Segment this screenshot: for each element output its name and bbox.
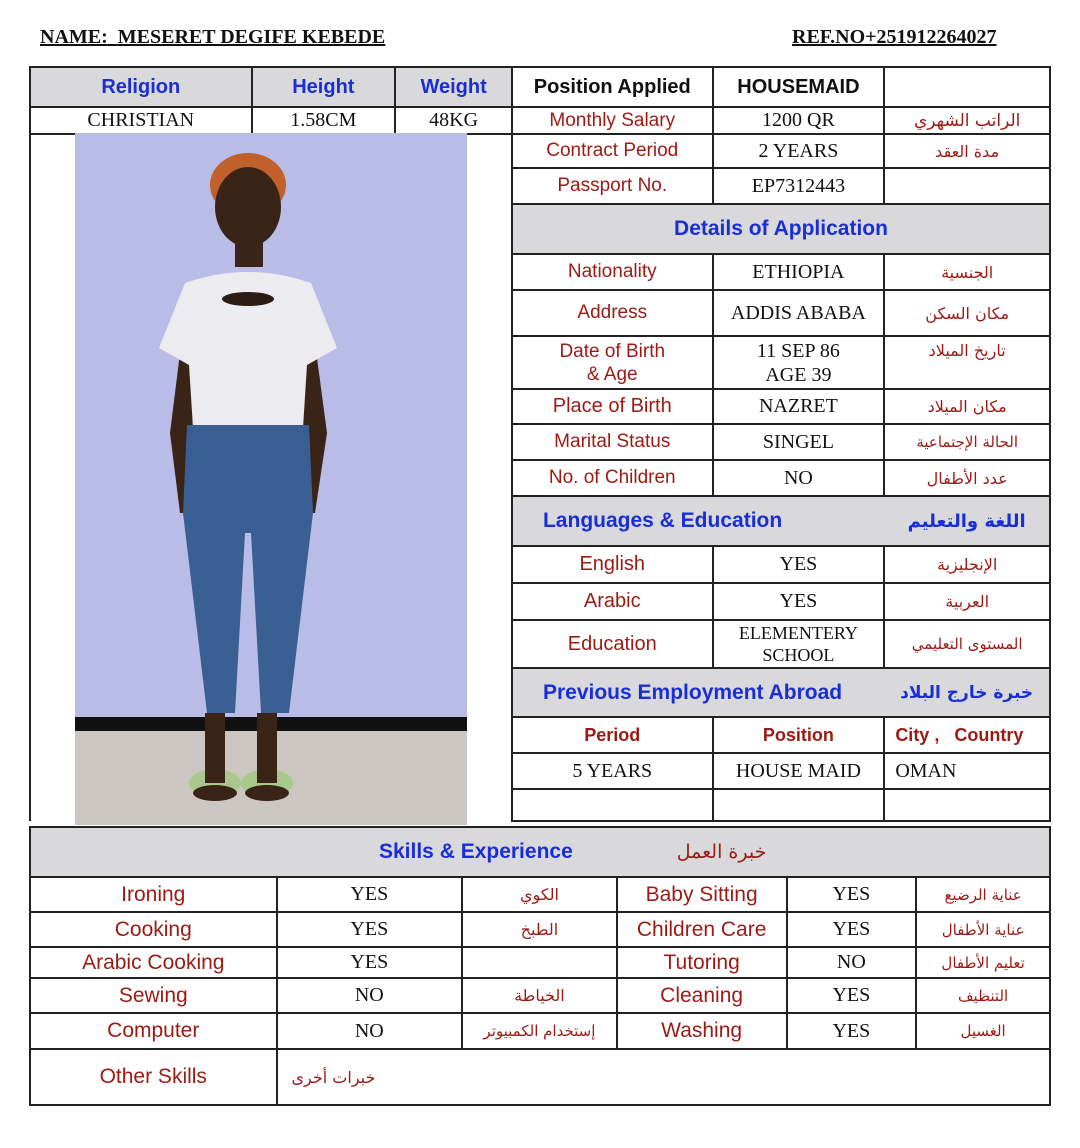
skill-ironing: Ironing <box>30 877 277 912</box>
contract-value: 2 YEARS <box>713 134 885 168</box>
birthplace-label: Place of Birth <box>512 389 713 424</box>
skill-sewing-ar: الخياطة <box>462 978 617 1013</box>
col-country: Country <box>954 724 1024 745</box>
other-skills-label: Other Skills <box>30 1049 277 1105</box>
address-label: Address <box>512 290 713 336</box>
english-label: English <box>512 546 713 583</box>
skill-cooking-value: YES <box>277 912 463 947</box>
marital-label: Marital Status <box>512 424 713 460</box>
contract-label: Contract Period <box>512 134 713 168</box>
position-applied-value: HOUSEMAID <box>713 67 885 107</box>
name-label: NAME: <box>40 26 108 48</box>
skill-computer-ar: إستخدام الكمبيوتر <box>462 1013 617 1049</box>
skill-tutoring: Tutoring <box>617 947 787 978</box>
col-city: City , <box>895 724 940 745</box>
other-skills-value <box>277 1049 1050 1105</box>
skill-arabic-cooking-ar <box>462 947 617 978</box>
salary-ar: الراتب الشهري <box>884 107 1050 134</box>
candidate-name <box>40 26 385 49</box>
details-title: Details of Application <box>512 204 1050 254</box>
arabic-label: Arabic <box>512 583 713 620</box>
english-ar: الإنجليزية <box>884 546 1050 583</box>
dob-label-line2: & Age <box>586 363 638 385</box>
languages-title-ar: اللغة والتعليم <box>884 496 1050 546</box>
skill-ironing-value: YES <box>277 877 463 912</box>
skill-cleaning-ar: التنظيف <box>916 978 1050 1013</box>
col-city-country <box>884 717 1050 753</box>
skill-computer-value: NO <box>277 1013 463 1049</box>
education-value-line2: SCHOOL <box>762 645 835 665</box>
position-ar-cell <box>884 67 1050 107</box>
birthplace-ar: مكان الميلاد <box>884 389 1050 424</box>
dob-label-line1: Date of Birth <box>559 340 666 362</box>
dob-label <box>512 336 713 389</box>
candidate-photo-image <box>75 133 467 825</box>
nationality-ar: الجنسية <box>884 254 1050 290</box>
birthplace-value: NAZRET <box>713 389 885 424</box>
employment-country: OMAN <box>884 753 1050 789</box>
skill-tutoring-ar: تعليم الأطفال <box>916 947 1050 978</box>
religion-header: Religion <box>30 67 252 107</box>
dob-value <box>713 336 885 389</box>
children-label: No. of Children <box>512 460 713 496</box>
salary-value: 1200 QR <box>713 107 885 134</box>
skill-ironing-ar: الكوي <box>462 877 617 912</box>
other-skills-ar: خبرات أخرى <box>291 1067 376 1087</box>
skill-cooking-ar: الطبخ <box>462 912 617 947</box>
children-ar: عدد الأطفال <box>884 460 1050 496</box>
candidate-photo <box>75 133 467 825</box>
education-value-line1: ELEMENTERY <box>738 623 858 643</box>
skill-computer: Computer <box>30 1013 277 1049</box>
skill-washing-ar: الغسيل <box>916 1013 1050 1049</box>
employment-title-ar: خبرة خارج البلاد <box>884 668 1050 717</box>
skill-washing: Washing <box>617 1013 787 1049</box>
reference-number: REF.NO+251912264027 <box>792 26 997 48</box>
skill-children-care-value: YES <box>787 912 917 947</box>
height-header: Height <box>252 67 396 107</box>
children-value: NO <box>713 460 885 496</box>
employment-title: Previous Employment Abroad <box>512 668 884 717</box>
education-ar: المستوى التعليمي <box>884 620 1050 668</box>
dob-value-line1: 11 SEP 86 <box>756 339 840 362</box>
skill-arabic-cooking: Arabic Cooking <box>30 947 277 978</box>
skills-table <box>29 826 1051 1106</box>
passport-label: Passport No. <box>512 168 713 204</box>
employment-position: HOUSE MAID <box>713 753 885 789</box>
address-value: ADDIS ABABA <box>713 290 885 336</box>
education-label: Education <box>512 620 713 668</box>
employment-period: 5 YEARS <box>512 753 713 789</box>
skill-sewing-value: NO <box>277 978 463 1013</box>
skill-washing-value: YES <box>787 1013 917 1049</box>
marital-value: SINGEL <box>713 424 885 460</box>
skill-sewing: Sewing <box>30 978 277 1013</box>
skill-cleaning: Cleaning <box>617 978 787 1013</box>
skills-title: Skills & Experience <box>30 827 617 877</box>
col-position: Position <box>713 717 885 753</box>
employment-empty-1 <box>512 789 713 821</box>
arabic-value: YES <box>713 583 885 620</box>
name-value: MESERET DEGIFE KEBEDE <box>117 26 386 48</box>
education-value <box>713 620 885 668</box>
dob-ar: تاريخ الميلاد <box>884 336 1050 389</box>
skill-tutoring-value: NO <box>787 947 917 978</box>
nationality-label: Nationality <box>512 254 713 290</box>
passport-ar-cell <box>884 168 1050 204</box>
height-value: 1.58CM <box>252 107 396 134</box>
languages-title: Languages & Education <box>512 496 884 546</box>
weight-header: Weight <box>395 67 512 107</box>
skill-arabic-cooking-value: YES <box>277 947 463 978</box>
skill-cooking: Cooking <box>30 912 277 947</box>
passport-value: EP7312443 <box>713 168 885 204</box>
salary-label: Monthly Salary <box>512 107 713 134</box>
position-applied-label: Position Applied <box>512 67 713 107</box>
religion-value: CHRISTIAN <box>30 107 252 134</box>
arabic-ar: العربية <box>884 583 1050 620</box>
col-period: Period <box>512 717 713 753</box>
address-ar: مكان السكن <box>884 290 1050 336</box>
skill-children-care-ar: عناية الأطفال <box>916 912 1050 947</box>
skills-title-ar: خبرة العمل <box>617 827 1050 877</box>
nationality-value: ETHIOPIA <box>713 254 885 290</box>
dob-value-line2: AGE 39 <box>765 363 832 386</box>
english-value: YES <box>713 546 885 583</box>
skill-children-care: Children Care <box>617 912 787 947</box>
marital-ar: الحالة الإجتماعية <box>884 424 1050 460</box>
employment-empty-2 <box>713 789 885 821</box>
skill-baby-sitting-ar: عناية الرضيع <box>916 877 1050 912</box>
employment-empty-3 <box>884 789 1050 821</box>
skill-baby-sitting-value: YES <box>787 877 917 912</box>
weight-value: 48KG <box>395 107 512 134</box>
skill-baby-sitting: Baby Sitting <box>617 877 787 912</box>
contract-ar: مدة العقد <box>884 134 1050 168</box>
skill-cleaning-value: YES <box>787 978 917 1013</box>
